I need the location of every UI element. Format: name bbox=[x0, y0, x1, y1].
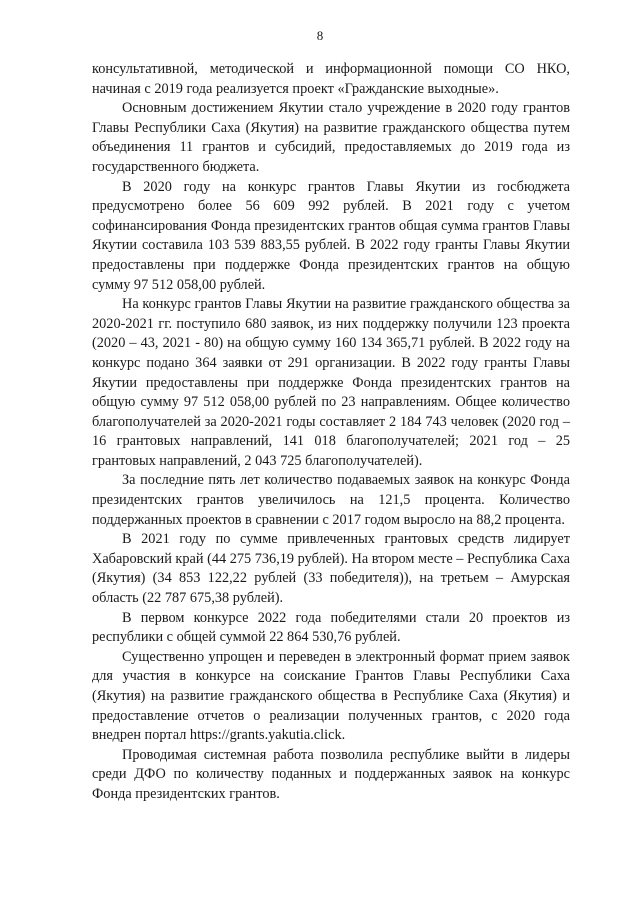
paragraph-electronic-portal: Существенно упрощен и переведен в электронный формат прием заявок для участия в конкурсе на соискание Грантов Главы Республики Саха (Якутия) на развитие гражданского общества в Республике Саха (Якутия) и предоставление отчетов о реализации полученных грантов, с 2020 года внедрен портал https://grants.yakutia.click. bbox=[92, 648, 570, 744]
paragraph-2022-first-contest: В первом конкурсе 2022 года победителями стали 20 проектов из республики с общей суммой 22 864 530,76 рублей. bbox=[92, 609, 570, 646]
paragraph-main-achievement: Основным достижением Якутии стало учреждение в 2020 году грантов Главы Республики Саха (Якутия) на развитие гражданского общества путем объединения 11 грантов и субсидий, предоставляемых до 2019 года из государственного бюджета. bbox=[92, 100, 570, 175]
paragraph-grant-applications: На конкурс грантов Главы Якутии на развитие гражданского общества за 2020-2021 гг. поступило 680 заявок, из них поддержку получили 123 проекта (2020 – 43, 2021 - 80) на общую сумму 160 134 365,71 рублей. В 2022 году на конкурс подано 364 заявки от 291 организации. В 2022 году гранты Главы Якутии предоставлены при поддержке Фонда президентских грантов на общую сумму 97 512 058,00 рублей по 23 направлениям. Общее количество благополучателей за 2020-2021 годы составляет 2 184 743 человек (2020 год – 16 грантовых направлений, 141 018 благополучателей; 2021 год – 25 грантовых направлений, 2 043 725 благополучателей). bbox=[92, 296, 570, 469]
document-body bbox=[92, 60, 570, 805]
paragraph-2021-leaders: В 2021 году по сумме привлеченных грантовых средств лидирует Хабаровский край (44 275 736,19 рублей). На втором месте – Республика Саха (Якутия) (34 853 122,22 рублей (33 победителя)), на третьем – Амурская область (22 787 675,38 рублей). bbox=[92, 531, 570, 607]
page-number: 8 bbox=[316, 28, 324, 43]
paragraph-budget-funding: В 2020 году на конкурс грантов Главы Якутии из госбюджета предусмотрено более 56 609 992 рублей. В 2021 году с учетом софинансирования Фонда президентских грантов общая сумма грантов Главы Якутии составила 103 539 883,55 рублей. В 2022 году гранты Главы Якутии предоставлены при поддержке Фонда президентских грантов на общую сумму 97 512 058,00 рублей. bbox=[92, 178, 570, 293]
paragraph-conclusion: Проводимая системная работа позволила республике выйти в лидеры среди ДФО по количеству поданных и поддержанных заявок на конкурс Фонда президентских грантов. bbox=[92, 746, 570, 802]
paragraph-five-year-growth: За последние пять лет количество подаваемых заявок на конкурс Фонда президентских грантов увеличилось на 121,5 процента. Количество поддержанных проектов в сравнении с 2017 годом выросло на 88,2 процента. bbox=[92, 472, 570, 528]
paragraph-continuation: консультативной, методической и информационной помощи СО НКО, начиная с 2019 года реализуется проект «Гражданские выходные». bbox=[92, 61, 570, 97]
